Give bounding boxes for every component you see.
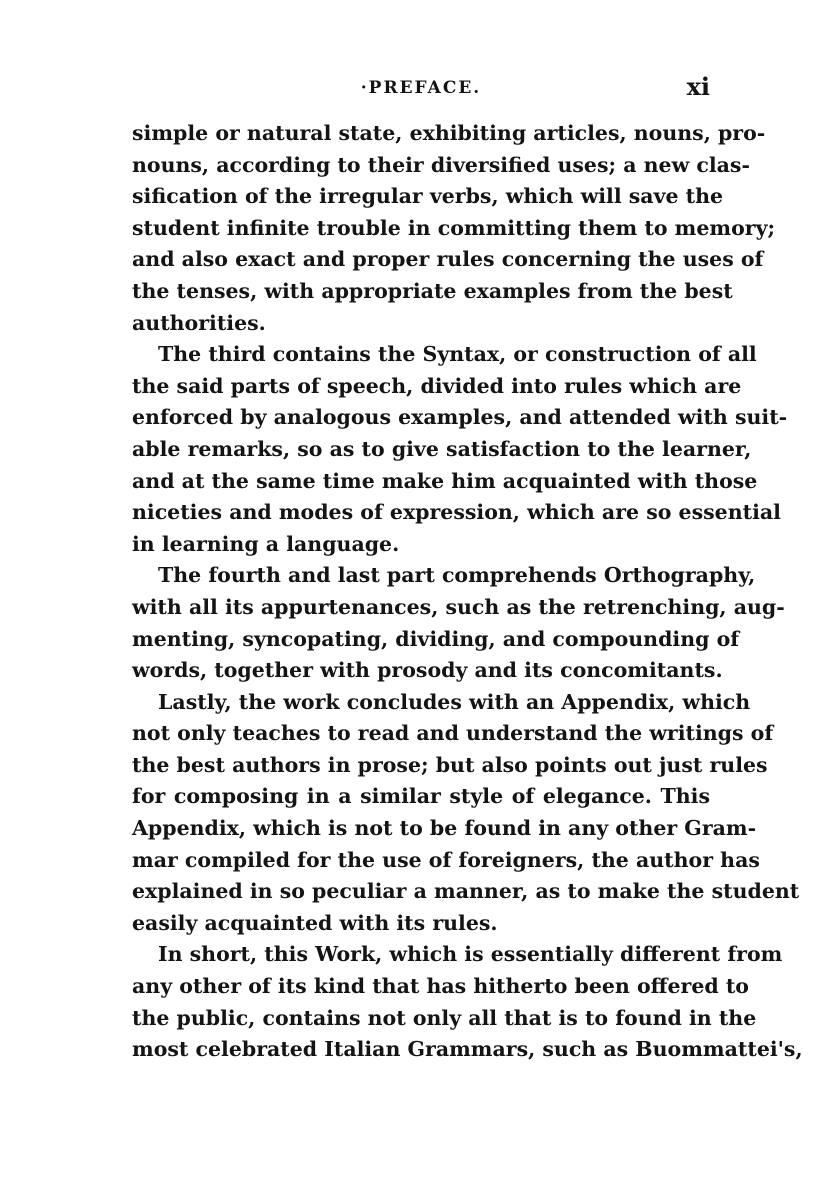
text-line: for composing in a similar style of elegance. This bbox=[132, 784, 710, 809]
text-line: easily acquainted with its rules. bbox=[132, 910, 498, 935]
text-line: Appendix, which is not to be found in any other Gram- bbox=[132, 816, 757, 841]
text-line: and at the same time make him acquainted with those bbox=[132, 468, 758, 493]
text-line: mar compiled for the use of foreigners, the author has bbox=[132, 847, 760, 872]
text-line: explained in so peculiar a manner, as to make the student bbox=[132, 879, 800, 904]
text-line: most celebrated Italian Grammars, such as Buommattei's, bbox=[132, 1037, 803, 1062]
text-line: nouns, according to their diversified uses; a new clas- bbox=[132, 152, 750, 177]
text-line: able remarks, so as to give satisfaction to the learner, bbox=[132, 436, 752, 461]
running-title: ·PREFACE. bbox=[360, 78, 482, 98]
paragraph-start: The third contains the Syntax, or construction of all bbox=[158, 342, 757, 367]
text-line: the public, contains not only all that is to found in the bbox=[132, 1005, 757, 1030]
text-line: any other of its kind that has hitherto been offered to bbox=[132, 974, 749, 999]
paragraph-start: The fourth and last part comprehends Orthography, bbox=[158, 563, 756, 588]
text-line: words, together with prosody and its concomitants. bbox=[132, 658, 723, 683]
text-line: in learning a language. bbox=[132, 531, 400, 556]
text-line: menting, syncopating, dividing, and compounding of bbox=[132, 626, 740, 651]
text-line: simple or natural state, exhibiting articles, nouns, pro- bbox=[132, 121, 766, 145]
text-line: not only teaches to read and understand the writings of bbox=[132, 721, 774, 746]
page-header bbox=[132, 72, 710, 102]
paragraph-start: In short, this Work, which is essentially different from bbox=[158, 942, 783, 967]
paragraph-start: Lastly, the work concludes with an Appendix, which bbox=[158, 689, 751, 714]
text-line: the best authors in prose; but also points out just rules bbox=[132, 752, 768, 777]
page-number: xi bbox=[686, 72, 710, 101]
text-line: student infinite trouble in committing them to memory; bbox=[132, 215, 776, 240]
text-line: authorities. bbox=[132, 310, 266, 335]
text-line: enforced by analogous examples, and attended with suit- bbox=[132, 405, 788, 430]
text-line: the tenses, with appropriate examples from the best bbox=[132, 278, 733, 303]
body-text bbox=[132, 118, 803, 1066]
text-line: and also exact and proper rules concerning the uses of bbox=[132, 247, 764, 272]
text-line: sification of the irregular verbs, which will save the bbox=[132, 184, 724, 209]
text-line: with all its appurtenances, such as the retrenching, aug- bbox=[132, 594, 785, 619]
text-line: the said parts of speech, divided into rules which are bbox=[132, 373, 742, 398]
text-line: niceties and modes of expression, which are so essential bbox=[132, 500, 781, 525]
